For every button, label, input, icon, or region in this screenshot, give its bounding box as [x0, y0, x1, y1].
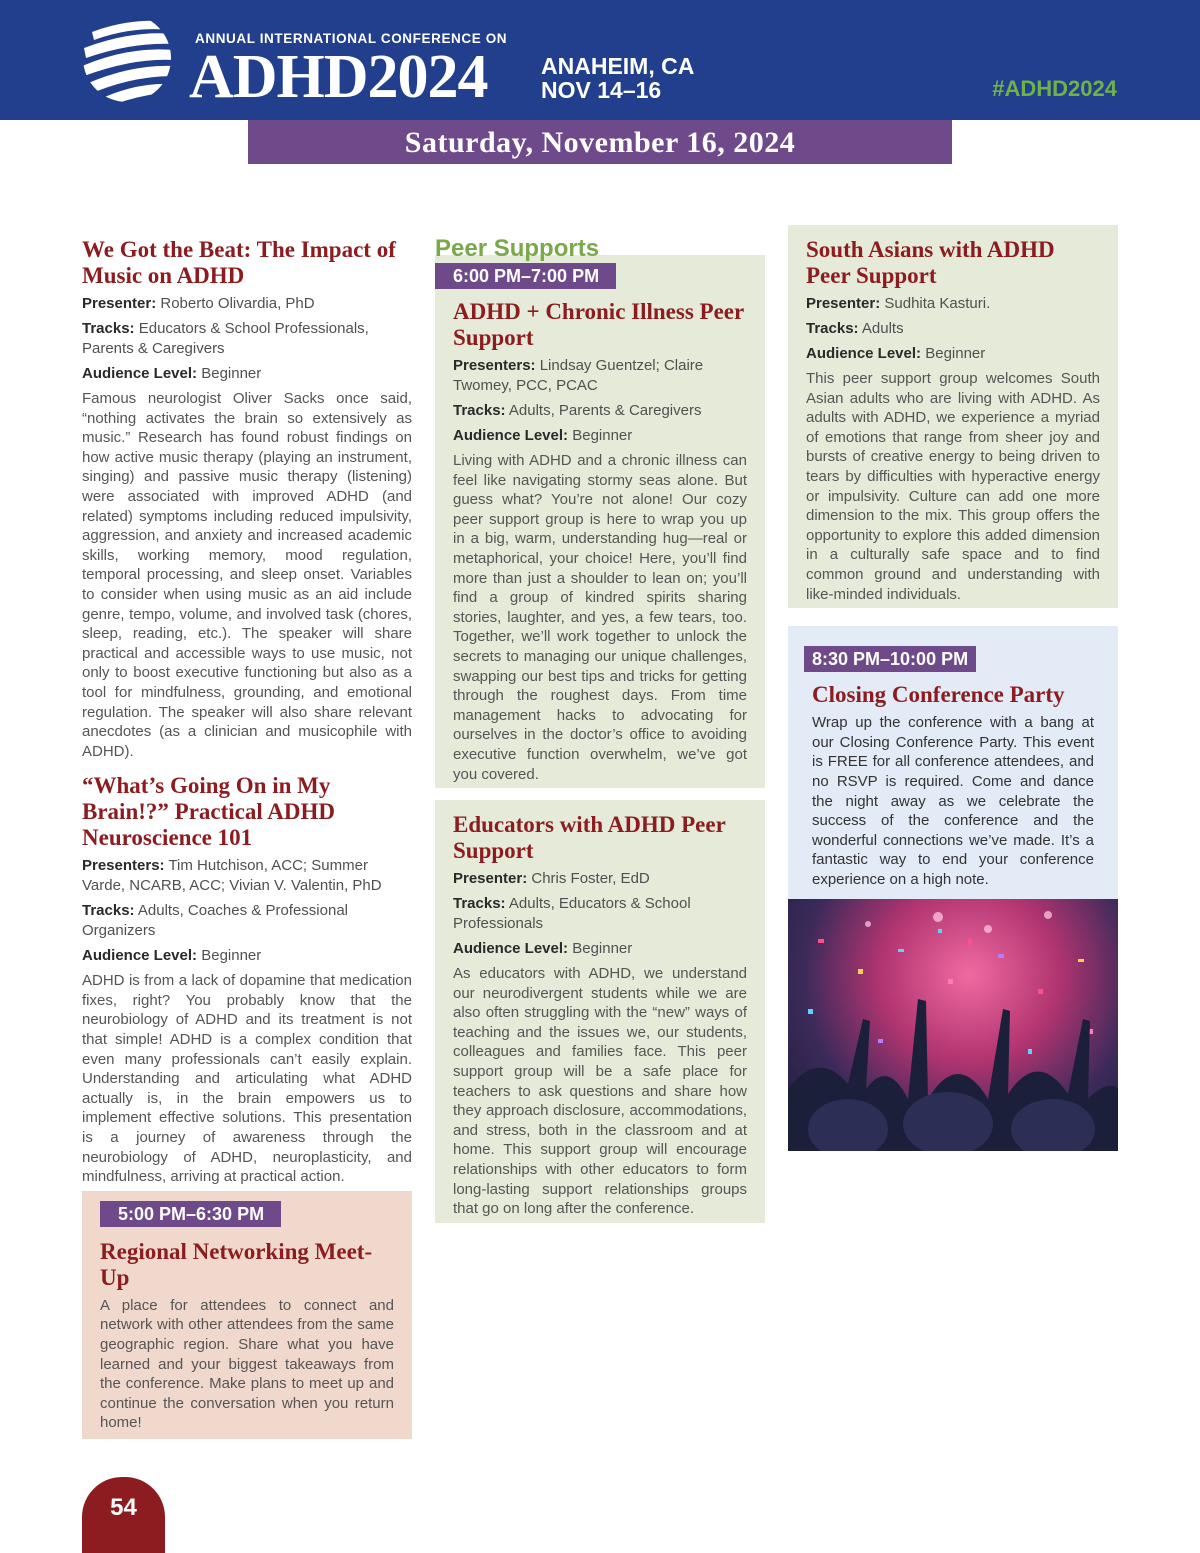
header-city: ANAHEIM, CA — [541, 53, 695, 79]
session-title: “What’s Going On in My Brain!?” Practical ADHD Neuroscience 101 — [82, 773, 335, 851]
header-brand: ADHD2024 — [189, 43, 488, 111]
session-level: Audience Level: Beginner — [806, 345, 986, 362]
session-adhd-neuroscience — [82, 773, 412, 1187]
session-tracks: Tracks: Adults — [806, 320, 904, 337]
session-description: Famous neurologist Oliver Sacks once said, “nothing activates the brain so extensively as music.” Research has found robust findings on how active music therapy (playing an instrument, singing) and passive music therapy (listening) were associated with improved ADHD (and related) symptoms including reduced impulsivity, aggression, and anxiety and increased academic skills, working memory, mood regulation, temporal processing, and sleep onset. Variables to consider when using music as an aid include genre, tempo, volume, and involved task (chores, sleep, reading, etc.). The speaker will share practical and accessible ways to use music, not only to boost executive functioning but also as a tool for mindfulness, grounding, and emotional regulation. The speaker will also share relevant anecdotes (as a clinician and musicophile with ADHD). — [82, 390, 412, 760]
session-description: A place for attendees to connect and network with other attendees from the same geographic region. Share what you have learned and your biggest takeaways from the conference. Make plans to meet up and continue the conversation when you return home! — [100, 1296, 394, 1432]
session-level: Audience Level: Beginner — [82, 365, 262, 382]
session-title: Closing Conference Party — [812, 682, 1065, 708]
session-description: Living with ADHD and a chronic illness can feel like navigating stormy seas alone. But guess what? You’re not alone! Our cozy peer support group is here to wrap you up in a big, warm, understanding hug—real or metaphorical, your choice! Here, you’ll find more than just a shoulder to lean on; you’ll find a group of kindred spirits sharing stories, laughter, and yes, a few tears, too. Together, we’ll work together to unlock the secrets to managing our unique challenges, swapping our best tips and tricks for getting through the roughest days. From time management hacks to advocating for ourselves in the doctor’s office to avoiding executive function overwhelm, we’ve got you covered. — [453, 452, 747, 783]
session-educators-peer — [435, 800, 765, 1223]
session-description: As educators with ADHD, we understand our neurodivergent students while we are also often struggling with the “new” ways of teaching and the issues we, our students, colleagues and families face. This peer support group will be a safe place for teachers to ask questions and share how they approach disclosure, accommodations, and stress, both in the classroom and at home. This support group will encourage relationships with other educators to form long-lasting support relationships groups that go on long after the conference. — [453, 965, 747, 1218]
column-3 — [788, 225, 1118, 1151]
section-heading: Peer Supports — [435, 235, 600, 262]
header-location — [541, 54, 694, 102]
time-badge: 6:00 PM–7:00 PM — [435, 263, 616, 289]
session-closing-party — [788, 626, 1118, 899]
header-hashtag: #ADHD2024 — [992, 76, 1117, 101]
header-kicker: ANNUAL INTERNATIONAL CONFERENCE ON — [195, 31, 508, 46]
session-title: We Got the Beat: The Impact of Music on ADHD — [82, 237, 396, 288]
page-number: 54 — [82, 1477, 165, 1553]
session-tracks: Tracks: Adults, Educators & School Professionals — [453, 895, 691, 933]
session-description: This peer support group welcomes South Asian adults who are living with ADHD. As adults with ADHD, we experience a myriad of emotions that range from sheer joy and bursts of creative energy to being driven to tears by difficulties with hyperactive energy or impulsivity. Culture can add one more dimension to the mix. This group offers the opportunity to explore this added dimension in a culturally safe space and to find common ground and understanding with like-minded individuals. — [806, 370, 1100, 603]
session-presenter: Presenter: Roberto Olivardia, PhD — [82, 295, 315, 312]
column-1 — [82, 225, 412, 1439]
session-regional-networking — [82, 1191, 412, 1439]
session-tracks: Tracks: Adults, Parents & Caregivers — [453, 402, 702, 419]
column-2 — [435, 225, 765, 1223]
session-title: Educators with ADHD Peer Support — [453, 812, 726, 864]
conference-header — [0, 0, 1200, 120]
party-photo — [788, 899, 1118, 1151]
session-description: Wrap up the conference with a bang at our Closing Conference Party. This event is FREE for all conference attendees, and no RSVP is required. Come and dance the night away as we celebrate the success of the conference and the wonderful connections we’ve made. It’s a fantastic way to end your conference experience on a high note. — [812, 714, 1094, 888]
session-title: South Asians with ADHD Peer Support — [806, 237, 1055, 288]
header-dates: NOV 14–16 — [541, 77, 662, 103]
session-music-adhd — [82, 225, 412, 761]
session-presenter: Presenter: Sudhita Kasturi. — [806, 295, 991, 312]
session-title: ADHD + Chronic Illness Peer Support — [453, 299, 744, 350]
session-level: Audience Level: Beginner — [453, 940, 633, 958]
time-badge: 8:30 PM–10:00 PM — [804, 646, 976, 672]
session-title: Regional Networking Meet-Up — [100, 1238, 373, 1290]
globe-logo-icon — [82, 12, 172, 104]
session-presenter: Presenters: Tim Hutchison, ACC; Summer Varde, NCARB, ACC; Vivian V. Valentin, PhD — [82, 857, 382, 895]
session-tracks: Tracks: Adults, Coaches & Professional Organizers — [82, 902, 349, 940]
session-description: ADHD is from a lack of dopamine that medication fixes, right? You probably know that the neurobiology of ADHD and its treatment is not that simple! ADHD is a complex condition that even many professionals can’t easily explain. Understanding and articulating what ADHD actually is, in the brain empowers us to implement effective solutions. This presentation is a journey of awareness through the neurobiology of ADHD, neuroplasticity, and mindfulness, arriving at practical action. — [82, 972, 412, 1186]
session-presenter: Presenters: Lindsay Guentzel; Claire Twomey, PCC, PCAC — [453, 357, 704, 394]
session-chronic-illness — [435, 255, 765, 788]
session-south-asians — [788, 225, 1118, 608]
confetti-crowd-illustration — [788, 899, 1118, 1151]
session-tracks: Tracks: Educators & School Professionals, Parents & Caregivers — [82, 320, 369, 357]
session-presenter: Presenter: Chris Foster, EdD — [453, 870, 650, 888]
session-level: Audience Level: Beginner — [453, 427, 633, 444]
date-banner: Saturday, November 16, 2024 — [248, 120, 952, 164]
time-badge: 5:00 PM–6:30 PM — [100, 1201, 281, 1227]
session-level: Audience Level: Beginner — [82, 947, 262, 965]
